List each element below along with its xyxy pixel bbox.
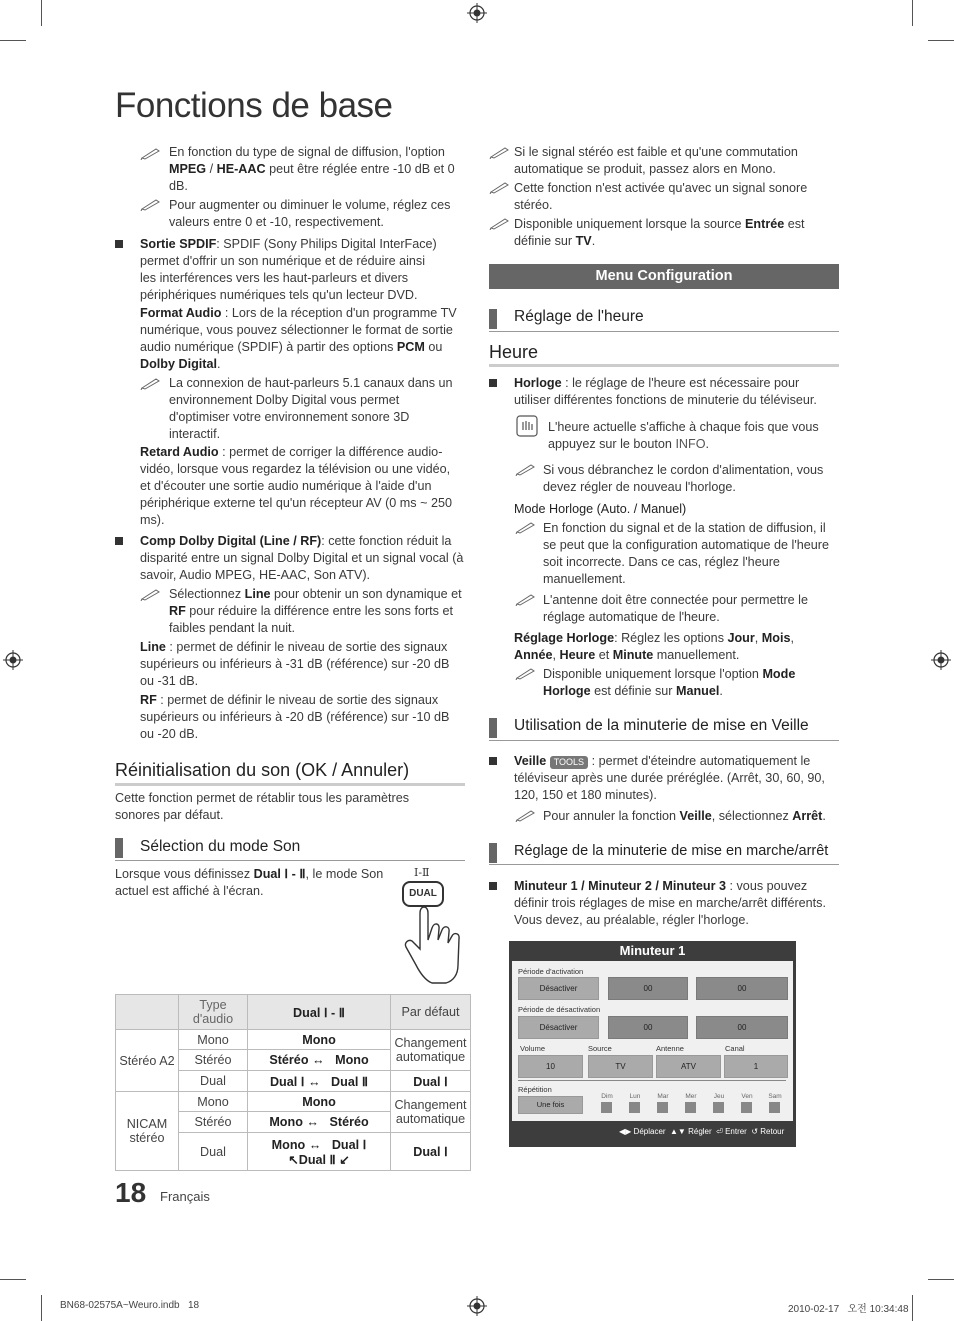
note-stereo-only: Cette fonction n'est activée qu'avec un signal sonore stéréo. (514, 181, 808, 212)
sortie-spdif: Sortie SPDIF: SPDIF (Sony Philips Digital InterFace) permet d'offrir un son numérique et de réduire ainsi les interférences vers les haut-parleurs et divers périphériques numériques tels qu'un lecteur DVD. (140, 237, 437, 302)
osd-minute-field[interactable]: 00 (696, 977, 788, 1000)
table-cell: Dual Ⅰ (391, 1071, 471, 1092)
registration-mark-icon (467, 1296, 487, 1316)
registration-mark-icon (3, 650, 23, 670)
mode-son-title: Sélection du mode Son (140, 838, 301, 855)
osd-label: Antenne (656, 1044, 684, 1053)
print-date: 2010-02-17 오전 10:34:48 (788, 1304, 909, 1315)
osd-day-label: Mer (685, 1093, 697, 1100)
horloge-desc: Horloge : le réglage de l'heure est nécessaire pour utiliser différentes fonctions de minuterie du téléviseur. (514, 376, 817, 407)
osd-hour-field[interactable]: 00 (608, 977, 688, 1000)
subsection-bar (489, 843, 497, 863)
table-cell: Stéréo (179, 1112, 248, 1133)
crop-mark (928, 40, 954, 41)
bullet (489, 757, 497, 765)
table-cell: Dual Ⅰ (391, 1133, 471, 1171)
note-pencil-icon (515, 666, 537, 680)
note-cordon: Si vous débranchez le cordon d'alimentation, vous devez régler de nouveau l'horloge. (543, 463, 824, 494)
move-arrows-icon: ◀▶ (619, 1127, 632, 1136)
table-cell: Changement automatique (391, 1092, 471, 1133)
bullet (115, 240, 123, 248)
page-number: 18 (115, 1177, 147, 1208)
osd-antenne-field[interactable]: ATV (656, 1055, 721, 1078)
osd-day-checkbox[interactable] (685, 1102, 696, 1113)
table-cell: Dual (179, 1133, 248, 1171)
note-pencil-icon (515, 462, 537, 476)
osd-minute-field[interactable]: 00 (696, 1016, 788, 1039)
note-pencil-icon (515, 808, 537, 822)
reglage-heure-title: Réglage de l'heure (514, 308, 644, 325)
osd-label: Période d'activation (518, 967, 584, 976)
table-cell: Mono (179, 1030, 248, 1050)
crop-mark (0, 1279, 26, 1280)
rf-desc: RF : permet de définir le niveau de sortie des signaux supérieurs ou inférieurs à -20 dB (référence) sur -10 dB ou -20 dB. (140, 693, 450, 741)
osd-day-checkbox[interactable] (629, 1102, 640, 1113)
format-audio: Format Audio : Lors de la réception d'un programme TV numérique, vous pouvez sélectionner le format de sortie audio numérique (SPDIF) à partir des options PCM ou Dolby Digital. (140, 306, 457, 371)
memo-info: L'heure actuelle s'affiche à chaque fois que vous appuyez sur le bouton INFO. (548, 420, 819, 451)
osd-day-checkbox[interactable] (741, 1102, 752, 1113)
note-pencil-icon (515, 520, 537, 534)
mode-son-text: Lorsque vous définissez Dual Ⅰ - Ⅱ, le mode Son actuel est affiché à l'écran. (115, 867, 384, 898)
note-source-tv: Disponible uniquement lorsque la source Entrée est définie sur TV. (514, 217, 805, 248)
note-pencil-icon (140, 587, 162, 601)
minuteur-desc: Minuteur 1 / Minuteur 2 / Minuteur 3 : vous pouvez définir trois réglages de mise en marche/arrêt différents. Vous devez, au préalable, régler l'horloge. (514, 879, 826, 927)
note-pencil-icon (489, 145, 511, 159)
crop-mark (41, 1295, 42, 1321)
table-header: Type d'audio (179, 995, 248, 1030)
osd-volume-field[interactable]: 10 (518, 1055, 583, 1078)
note-pencil-icon (489, 180, 511, 194)
bullet (489, 882, 497, 890)
osd-panel (512, 961, 793, 1121)
registration-mark-icon (467, 3, 487, 23)
note-pencil-icon (140, 146, 162, 160)
reinit-title: Réinitialisation du son (OK / Annuler) (115, 760, 410, 780)
table-cell: Mono (248, 1092, 391, 1112)
enter-icon: ⏎ (716, 1127, 723, 1136)
note-pencil-icon (515, 592, 537, 606)
osd-footer: ◀▶ Déplacer ▲▼ Régler ⏎ Entrer ↺ Retour (619, 1127, 785, 1136)
menu-configuration-banner: Menu Configuration (489, 264, 839, 289)
osd-day-label: Ven (741, 1093, 753, 1100)
table-header: Dual Ⅰ - Ⅱ (248, 995, 391, 1030)
crop-mark (912, 0, 913, 26)
reglage-horloge-desc: Réglage Horloge: Réglez les options Jour, Mois, Année, Heure et Minute manuellement. (514, 631, 794, 662)
osd-hour-field[interactable]: 00 (608, 1016, 688, 1039)
table-cell: Changement automatique (391, 1030, 471, 1071)
retard-audio: Retard Audio : permet de corriger la différence audio-vidéo, lorsque vous regardez la télévision ou une vidéo, et d'écouter une sortie audio numérique à l'aide d'un périphérique externe tel qu'un récepteur AV (0 ms ~ 250 ms). (140, 445, 452, 527)
note-antenne: L'antenne doit être connectée pour permettre le réglage automatique de l'heure. (543, 593, 808, 624)
note-dolby: La connexion de haut-parleurs 5.1 canaux dans un environnement Dolby Digital vous permet d'optimiser votre environnement sonore 3D interactif. (169, 376, 453, 441)
note-pencil-icon (489, 216, 511, 230)
note-stereo: Si le signal stéréo est faible et qu'une commutation automatique se produit, passez alors en Mono. (514, 145, 798, 176)
osd-day-checkbox[interactable] (601, 1102, 612, 1113)
osd-activation-select[interactable]: Désactiver (518, 977, 599, 1000)
bullet (115, 537, 123, 545)
adjust-arrows-icon: ▲▼ (670, 1127, 686, 1136)
sound-mode-table (115, 994, 471, 1171)
osd-divider (518, 1080, 786, 1081)
remote-label: Ⅰ-Ⅱ (414, 866, 430, 879)
subsection-bar (115, 838, 123, 858)
section-rule (489, 364, 839, 367)
table-cell: Stéréo ↔ Mono (248, 1050, 391, 1071)
heure-title: Heure (489, 342, 539, 362)
osd-day-label: Mar (657, 1093, 669, 1100)
return-icon: ↺ (751, 1127, 759, 1136)
hand-icon (398, 895, 468, 985)
osd-label: Volume (520, 1044, 546, 1053)
dual-button: DUAL (402, 881, 444, 907)
subsection-rule (489, 864, 839, 865)
crop-mark (0, 40, 26, 41)
osd-source-field[interactable]: TV (588, 1055, 653, 1078)
osd-deactivation-select[interactable]: Désactiver (518, 1016, 599, 1039)
note-line-rf: Sélectionnez Line pour obtenir un son dynamique et RF pour réduire la différence entre les sons forts et faibles pendant la nuit. (169, 587, 462, 635)
table-header: Par défaut (391, 995, 471, 1030)
osd-day-label: Jeu (713, 1093, 725, 1100)
crop-mark (41, 0, 42, 26)
crop-mark (928, 1279, 954, 1280)
note-pencil-icon (140, 197, 162, 211)
table-cell: Mono (248, 1030, 391, 1050)
table-cell: Stéréo A2 (116, 1030, 179, 1092)
osd-repetition-select[interactable]: Une fois (518, 1096, 583, 1114)
osd-label: Répétition (518, 1085, 552, 1094)
mode-horloge-heading: Mode Horloge (Auto. / Manuel) (514, 502, 687, 516)
table-cell: Dual (179, 1071, 248, 1092)
osd-day-label: Sam (768, 1093, 782, 1100)
note-mpeg: En fonction du type de signal de diffusion, l'option MPEG / HE-AAC peut être réglée entre -10 dB et 0 dB. (169, 145, 455, 193)
osd-label: Canal (725, 1044, 745, 1053)
osd-label: Source (588, 1044, 612, 1053)
comp-dolby: Comp Dolby Digital (Line / RF): cette fonction réduit la disparité entre un signal Dolby Digital et un signal vocal (à savoir, Audio MPEG, HE-AAC, Son ATV). (140, 534, 464, 582)
osd-day-label: Dim (601, 1093, 613, 1100)
page-title: Fonctions de base (115, 86, 393, 125)
table-cell: Dual Ⅰ ↔ Dual Ⅱ (248, 1071, 391, 1092)
subsection-rule (489, 740, 839, 741)
note-pencil-icon (140, 376, 162, 390)
reinit-text: Cette fonction permet de rétablir tous les paramètres sonores par défaut. (115, 791, 409, 822)
crop-mark (912, 1295, 913, 1321)
table-cell: Mono ↔ Dual Ⅰ ↖Dual Ⅱ ↙ (248, 1133, 391, 1171)
table-cell: Stéréo (179, 1050, 248, 1071)
registration-mark-icon (931, 650, 951, 670)
osd-day-checkbox[interactable] (657, 1102, 668, 1113)
osd-day-label: Lun (629, 1093, 641, 1100)
note-signal: En fonction du signal et de la station de diffusion, il se peut que la configuration automatique de l'heure soit incorrecte. Dans ce cas, réglez l'heure manuellement. (543, 521, 829, 586)
note-annuler-veille: Pour annuler la fonction Veille, sélectionnez Arrêt. (543, 809, 826, 823)
osd-day-checkbox[interactable] (769, 1102, 780, 1113)
marche-arret-title: Réglage de la minuterie de mise en marche/arrêt (514, 843, 829, 859)
subsection-rule (115, 860, 465, 861)
table-cell: Mono ↔ Stéréo (248, 1112, 391, 1133)
tools-badge: TOOLS (550, 756, 588, 769)
line-desc: Line : permet de définir le niveau de sortie des signaux supérieurs ou inférieurs à -31 dB (référence) sur -20 dB ou -31 dB. (140, 640, 450, 688)
osd-canal-field[interactable]: 1 (724, 1055, 788, 1078)
print-file: BN68-02575A~Weuro.indb 18 (60, 1300, 200, 1311)
osd-title: Minuteur 1 (619, 943, 686, 958)
table-cell: NICAM stéréo (116, 1092, 179, 1171)
veille-title: Utilisation de la minuterie de mise en Veille (514, 717, 809, 734)
memo-icon (516, 415, 538, 437)
osd-label: Période de désactivation (518, 1005, 601, 1014)
table-cell: Mono (179, 1092, 248, 1112)
minuteur-osd (509, 941, 796, 1147)
note-volume: Pour augmenter ou diminuer le volume, réglez ces valeurs entre 0 et -10, respectivement. (169, 198, 451, 229)
language-label: Français (160, 1189, 210, 1204)
subsection-bar (489, 309, 497, 329)
osd-day-checkbox[interactable] (713, 1102, 724, 1113)
subsection-bar (489, 718, 497, 738)
table-header (116, 995, 179, 1030)
bullet (489, 379, 497, 387)
note-manuel: Disponible uniquement lorsque l'option Mode Horloge est définie sur Manuel. (543, 667, 796, 698)
section-rule (115, 783, 465, 786)
subsection-rule (489, 331, 839, 332)
veille-desc: Veille TOOLS : permet d'éteindre automatiquement le téléviseur après une durée préréglée. (Arrêt, 30, 60, 90, 120, 150 et 180 minutes). (514, 754, 825, 802)
